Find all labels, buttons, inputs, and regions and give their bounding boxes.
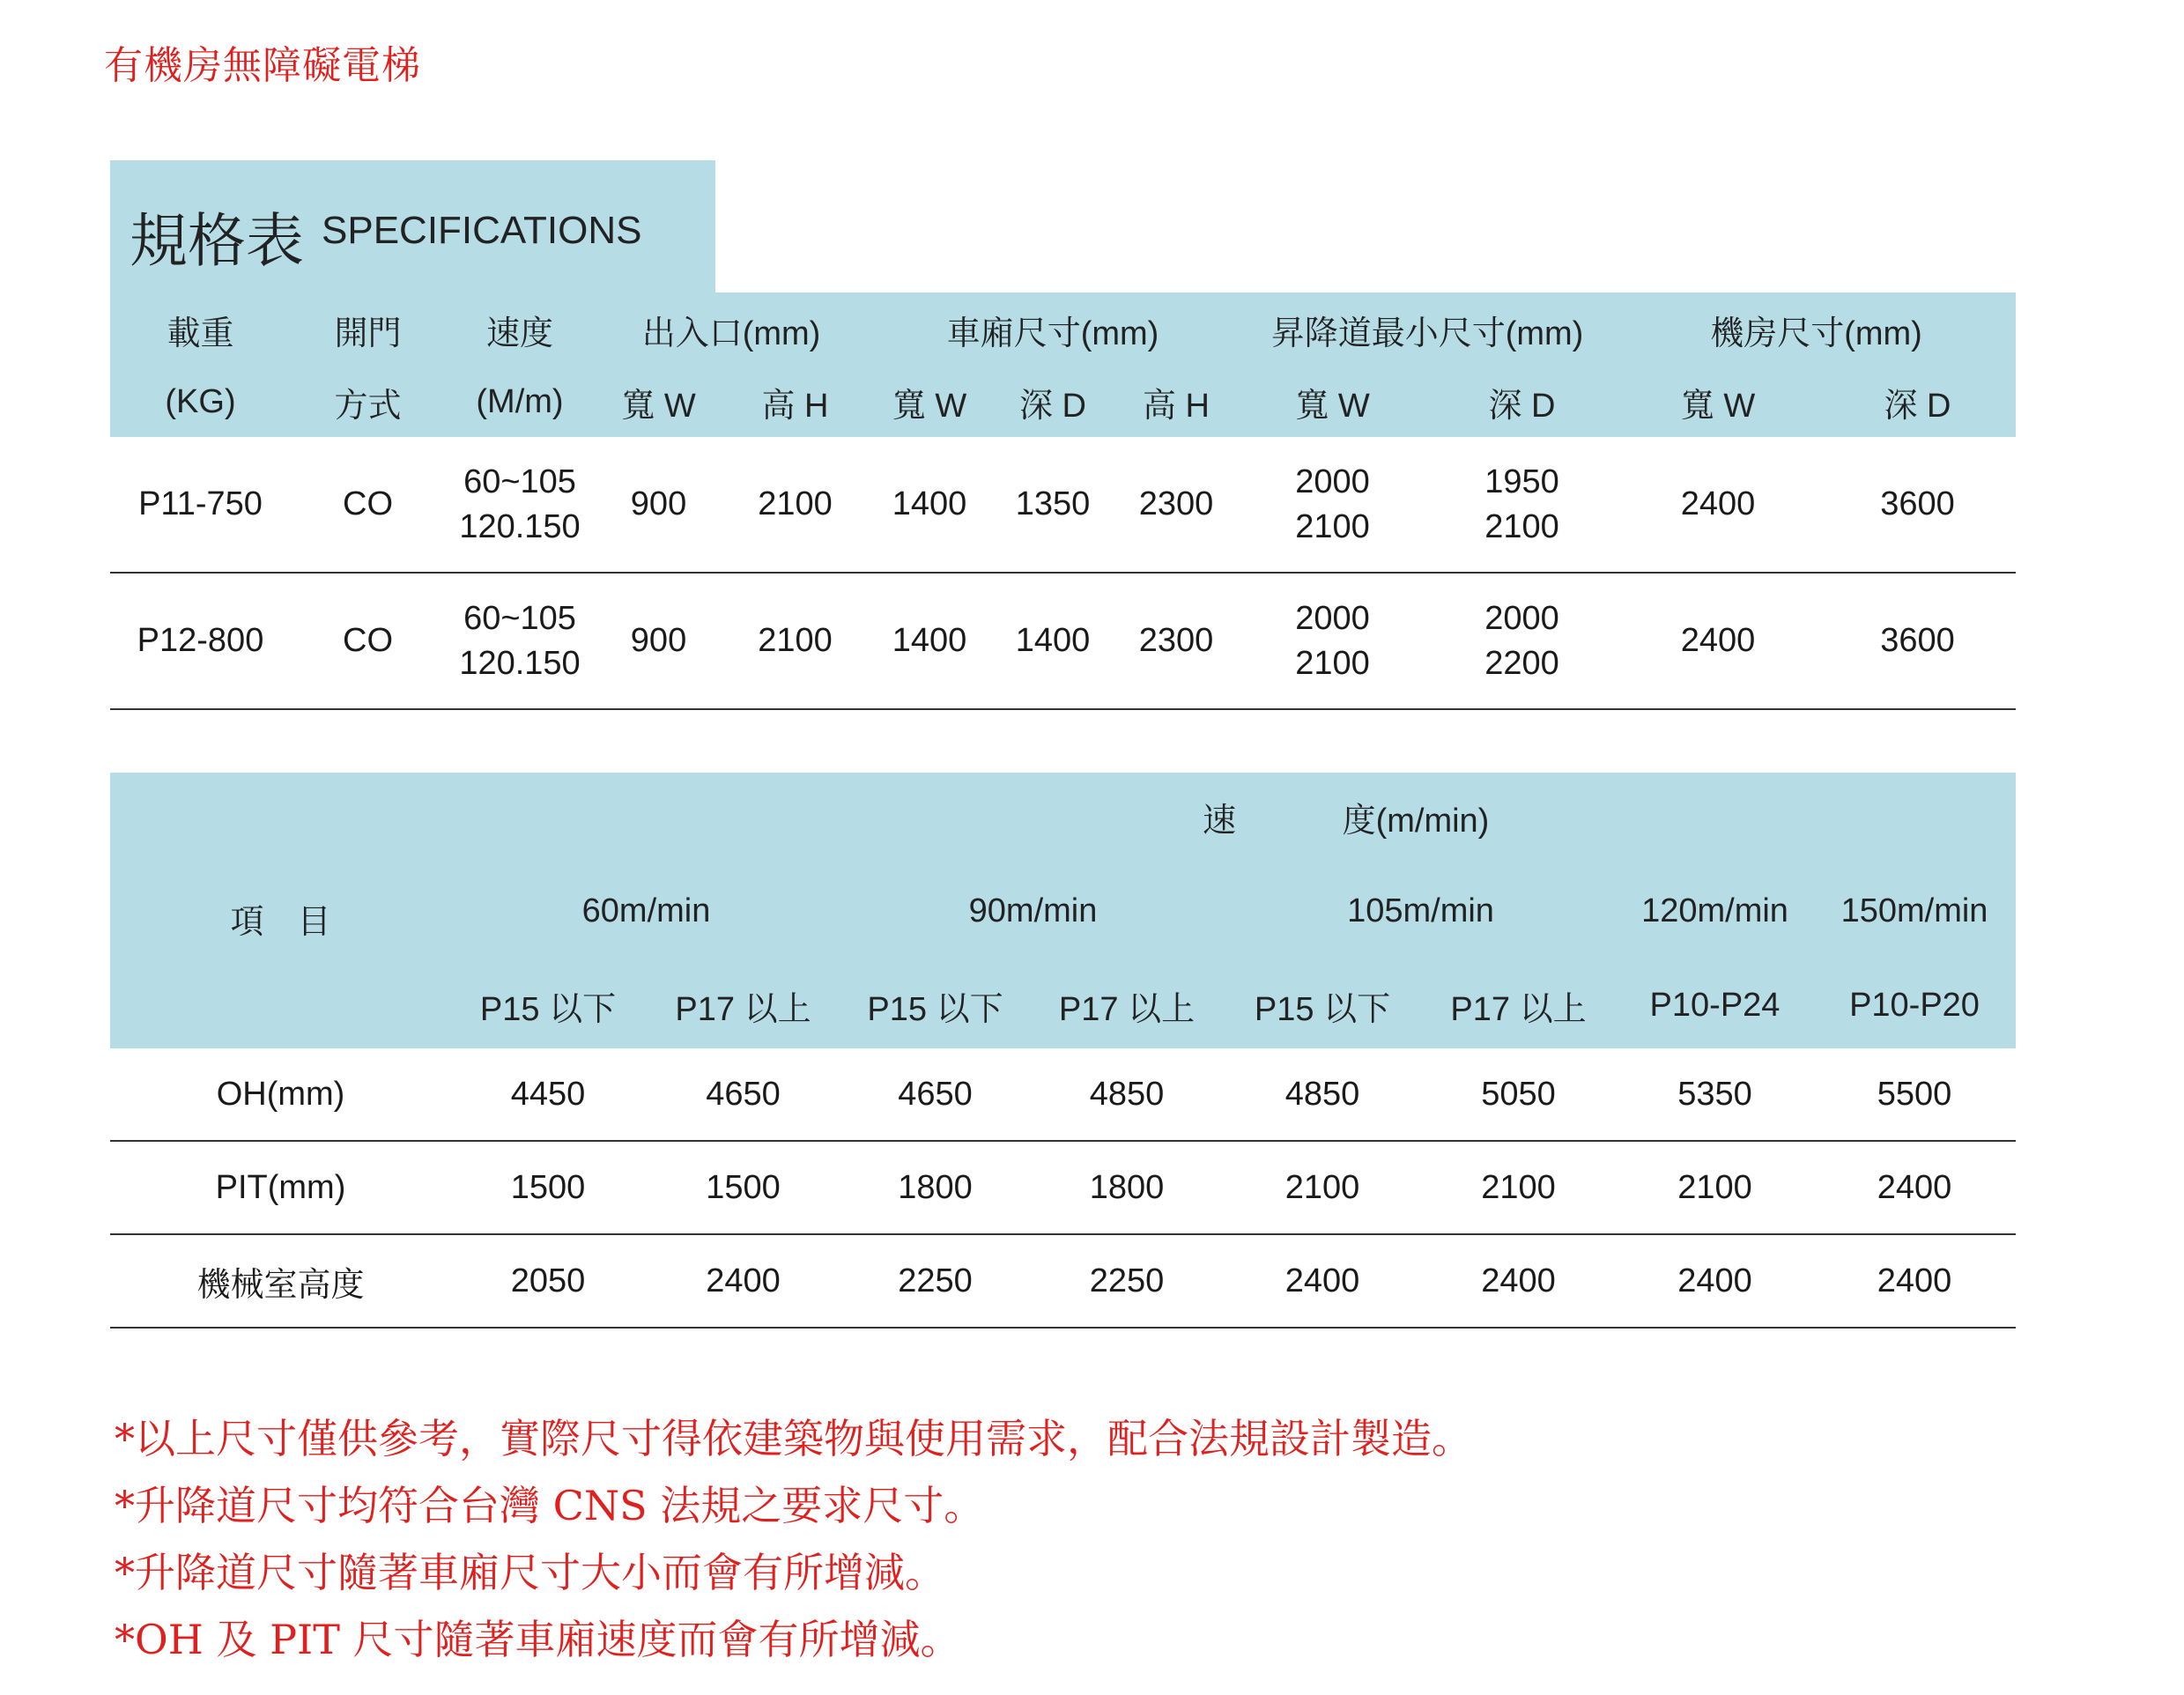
cell-car-depth: 1350 xyxy=(991,437,1114,573)
cell-speed xyxy=(445,437,595,573)
shaft-depth-line-2: 2100 xyxy=(1484,507,1559,545)
specifications-table xyxy=(110,292,2016,710)
cell-room-depth: 3600 xyxy=(1819,437,2016,573)
cell-car-height: 2300 xyxy=(1114,573,1238,709)
cell-room-depth: 3600 xyxy=(1819,573,2016,709)
subheader-floor-range: P15 以下 xyxy=(451,962,645,1048)
cell-entrance-height: 2100 xyxy=(722,437,868,573)
shaft-depth-line-1: 2000 xyxy=(1484,600,1559,638)
cell-speed xyxy=(445,573,595,709)
header-speed-unit: (M/m) xyxy=(445,366,595,437)
table-cell: 2400 xyxy=(1617,1234,1813,1328)
cell-room-width: 2400 xyxy=(1617,437,1819,573)
table-cell: 2100 xyxy=(1225,1141,1420,1234)
cell-car-depth: 1400 xyxy=(991,573,1114,709)
cell-door: CO xyxy=(291,437,445,573)
cell-model: P12-800 xyxy=(110,573,291,709)
cell-shaft-depth xyxy=(1427,573,1617,709)
cell-room-width: 2400 xyxy=(1617,573,1819,709)
cell-entrance-width: 900 xyxy=(595,437,722,573)
shaft-width-line-2: 2100 xyxy=(1295,507,1370,545)
table-cell: 1500 xyxy=(451,1141,645,1234)
subheader-floor-range: P10-P20 xyxy=(1813,962,2016,1048)
speed-dimension-table xyxy=(110,773,2016,1329)
page-title: 有機房無障礙電梯 xyxy=(104,43,421,88)
header-door-type: 方式 xyxy=(291,366,445,437)
cell-shaft-width xyxy=(1238,437,1427,573)
row-label: OH(mm) xyxy=(110,1048,451,1141)
notes xyxy=(115,1405,1472,1673)
table-cell: 4650 xyxy=(841,1048,1029,1141)
table-cell: 2400 xyxy=(645,1234,841,1328)
speed-group-60: 60m/min xyxy=(451,861,841,962)
spec-subheader-row xyxy=(110,366,2016,437)
header-speed: 速度 xyxy=(445,292,595,366)
table-cell: 2400 xyxy=(1813,1141,2016,1234)
subheader-floor-range: P15 以下 xyxy=(1225,962,1420,1048)
subheader-entrance-height: 高 H xyxy=(722,366,868,437)
row-label: PIT(mm) xyxy=(110,1141,451,1234)
subheader-floor-range: P17 以上 xyxy=(645,962,841,1048)
table-cell: 2400 xyxy=(1813,1234,2016,1328)
table-cell: 5350 xyxy=(1617,1048,1813,1141)
subheader-room-depth: 深 D xyxy=(1819,366,2016,437)
speed-line-2: 120.150 xyxy=(459,507,581,545)
subheader-car-width: 寬 W xyxy=(868,366,991,437)
subheader-floor-range: P17 以上 xyxy=(1420,962,1617,1048)
table-cell: 1500 xyxy=(645,1141,841,1234)
subheader-shaft-width: 寬 W xyxy=(1238,366,1427,437)
table-cell: 2250 xyxy=(1029,1234,1225,1328)
speed-caption-unit: 度(m/min) xyxy=(1342,802,1490,840)
table-cell: 4850 xyxy=(1029,1048,1225,1141)
shaft-width-line-1: 2000 xyxy=(1295,463,1370,501)
shaft-depth-line-2: 2200 xyxy=(1484,644,1559,682)
speed-group-90: 90m/min xyxy=(841,861,1225,962)
subheader-entrance-width: 寬 W xyxy=(595,366,722,437)
cell-entrance-width: 900 xyxy=(595,573,722,709)
specifications-heading xyxy=(110,160,715,292)
cell-model: P11-750 xyxy=(110,437,291,573)
speed-caption xyxy=(1203,773,2016,861)
speed-group-row xyxy=(110,861,2016,962)
subheader-shaft-depth: 深 D xyxy=(1427,366,1617,437)
speed-line-1: 60~105 xyxy=(463,463,576,501)
speed-caption-char: 速 xyxy=(1203,802,1237,840)
note-line: *以上尺寸僅供參考，實際尺寸得依建築物與使用需求，配合法規設計製造。 xyxy=(115,1415,1472,1462)
table-cell: 4650 xyxy=(645,1048,841,1141)
cell-shaft-width xyxy=(1238,573,1427,709)
table-cell: 5050 xyxy=(1420,1048,1617,1141)
cell-entrance-height: 2100 xyxy=(722,573,868,709)
note-line: *OH 及 PIT 尺寸隨著車廂速度而會有所增減。 xyxy=(115,1616,961,1663)
subheader-car-depth: 深 D xyxy=(991,366,1114,437)
speed-caption-row xyxy=(110,773,2016,861)
table-cell: 4850 xyxy=(1225,1048,1420,1141)
shaft-width-line-2: 2100 xyxy=(1295,644,1370,682)
cell-door: CO xyxy=(291,573,445,709)
subheader-floor-range: P15 以下 xyxy=(841,962,1029,1048)
speed-group-105: 105m/min xyxy=(1225,861,1617,962)
table-cell: 2400 xyxy=(1420,1234,1617,1328)
shaft-depth-line-1: 1950 xyxy=(1484,463,1559,501)
table-row xyxy=(110,573,2016,709)
table-row xyxy=(110,437,2016,573)
cell-car-height: 2300 xyxy=(1114,437,1238,573)
spec-header-row xyxy=(110,292,2016,366)
table-cell: 1800 xyxy=(1029,1141,1225,1234)
header-load: 載重 xyxy=(110,292,291,366)
speed-line-1: 60~105 xyxy=(463,600,576,638)
item-label: 項 目 xyxy=(110,861,451,1048)
note-line: *升降道尺寸均符合台灣 CNS 法規之要求尺寸。 xyxy=(115,1482,985,1529)
cell-car-width: 1400 xyxy=(868,573,991,709)
note-line: *升降道尺寸隨著車廂尺寸大小而會有所增減。 xyxy=(115,1549,945,1596)
speed-group-120: 120m/min xyxy=(1617,861,1813,962)
specifications-title-cn: 規格表 xyxy=(130,207,304,275)
header-machine-room: 機房尺寸(mm) xyxy=(1617,292,2016,366)
subheader-room-width: 寬 W xyxy=(1617,366,1819,437)
speed-group-150: 150m/min xyxy=(1813,861,2016,962)
table-cell: 2100 xyxy=(1617,1141,1813,1234)
table-cell: 2100 xyxy=(1420,1141,1617,1234)
header-door: 開門 xyxy=(291,292,445,366)
table-cell: 2400 xyxy=(1225,1234,1420,1328)
cell-shaft-depth xyxy=(1427,437,1617,573)
specifications-title-en: SPECIFICATIONS xyxy=(322,209,642,252)
cell-car-width: 1400 xyxy=(868,437,991,573)
header-entrance: 出入口(mm) xyxy=(595,292,868,366)
table-cell: 5500 xyxy=(1813,1048,2016,1141)
subheader-floor-range: P10-P24 xyxy=(1617,962,1813,1048)
table-row xyxy=(110,1234,2016,1328)
table-cell: 2250 xyxy=(841,1234,1029,1328)
table-cell: 2050 xyxy=(451,1234,645,1328)
header-shaft-size: 昇降道最小尺寸(mm) xyxy=(1238,292,1617,366)
speed-line-2: 120.150 xyxy=(459,644,581,682)
table-cell: 4450 xyxy=(451,1048,645,1141)
shaft-width-line-1: 2000 xyxy=(1295,600,1370,638)
table-row xyxy=(110,1048,2016,1141)
table-row xyxy=(110,1141,2016,1234)
header-load-unit: (KG) xyxy=(110,366,291,437)
subheader-car-height: 高 H xyxy=(1114,366,1238,437)
table-cell: 1800 xyxy=(841,1141,1029,1234)
header-car-size: 車廂尺寸(mm) xyxy=(868,292,1238,366)
subheader-floor-range: P17 以上 xyxy=(1029,962,1225,1048)
row-label: 機械室高度 xyxy=(110,1234,451,1328)
